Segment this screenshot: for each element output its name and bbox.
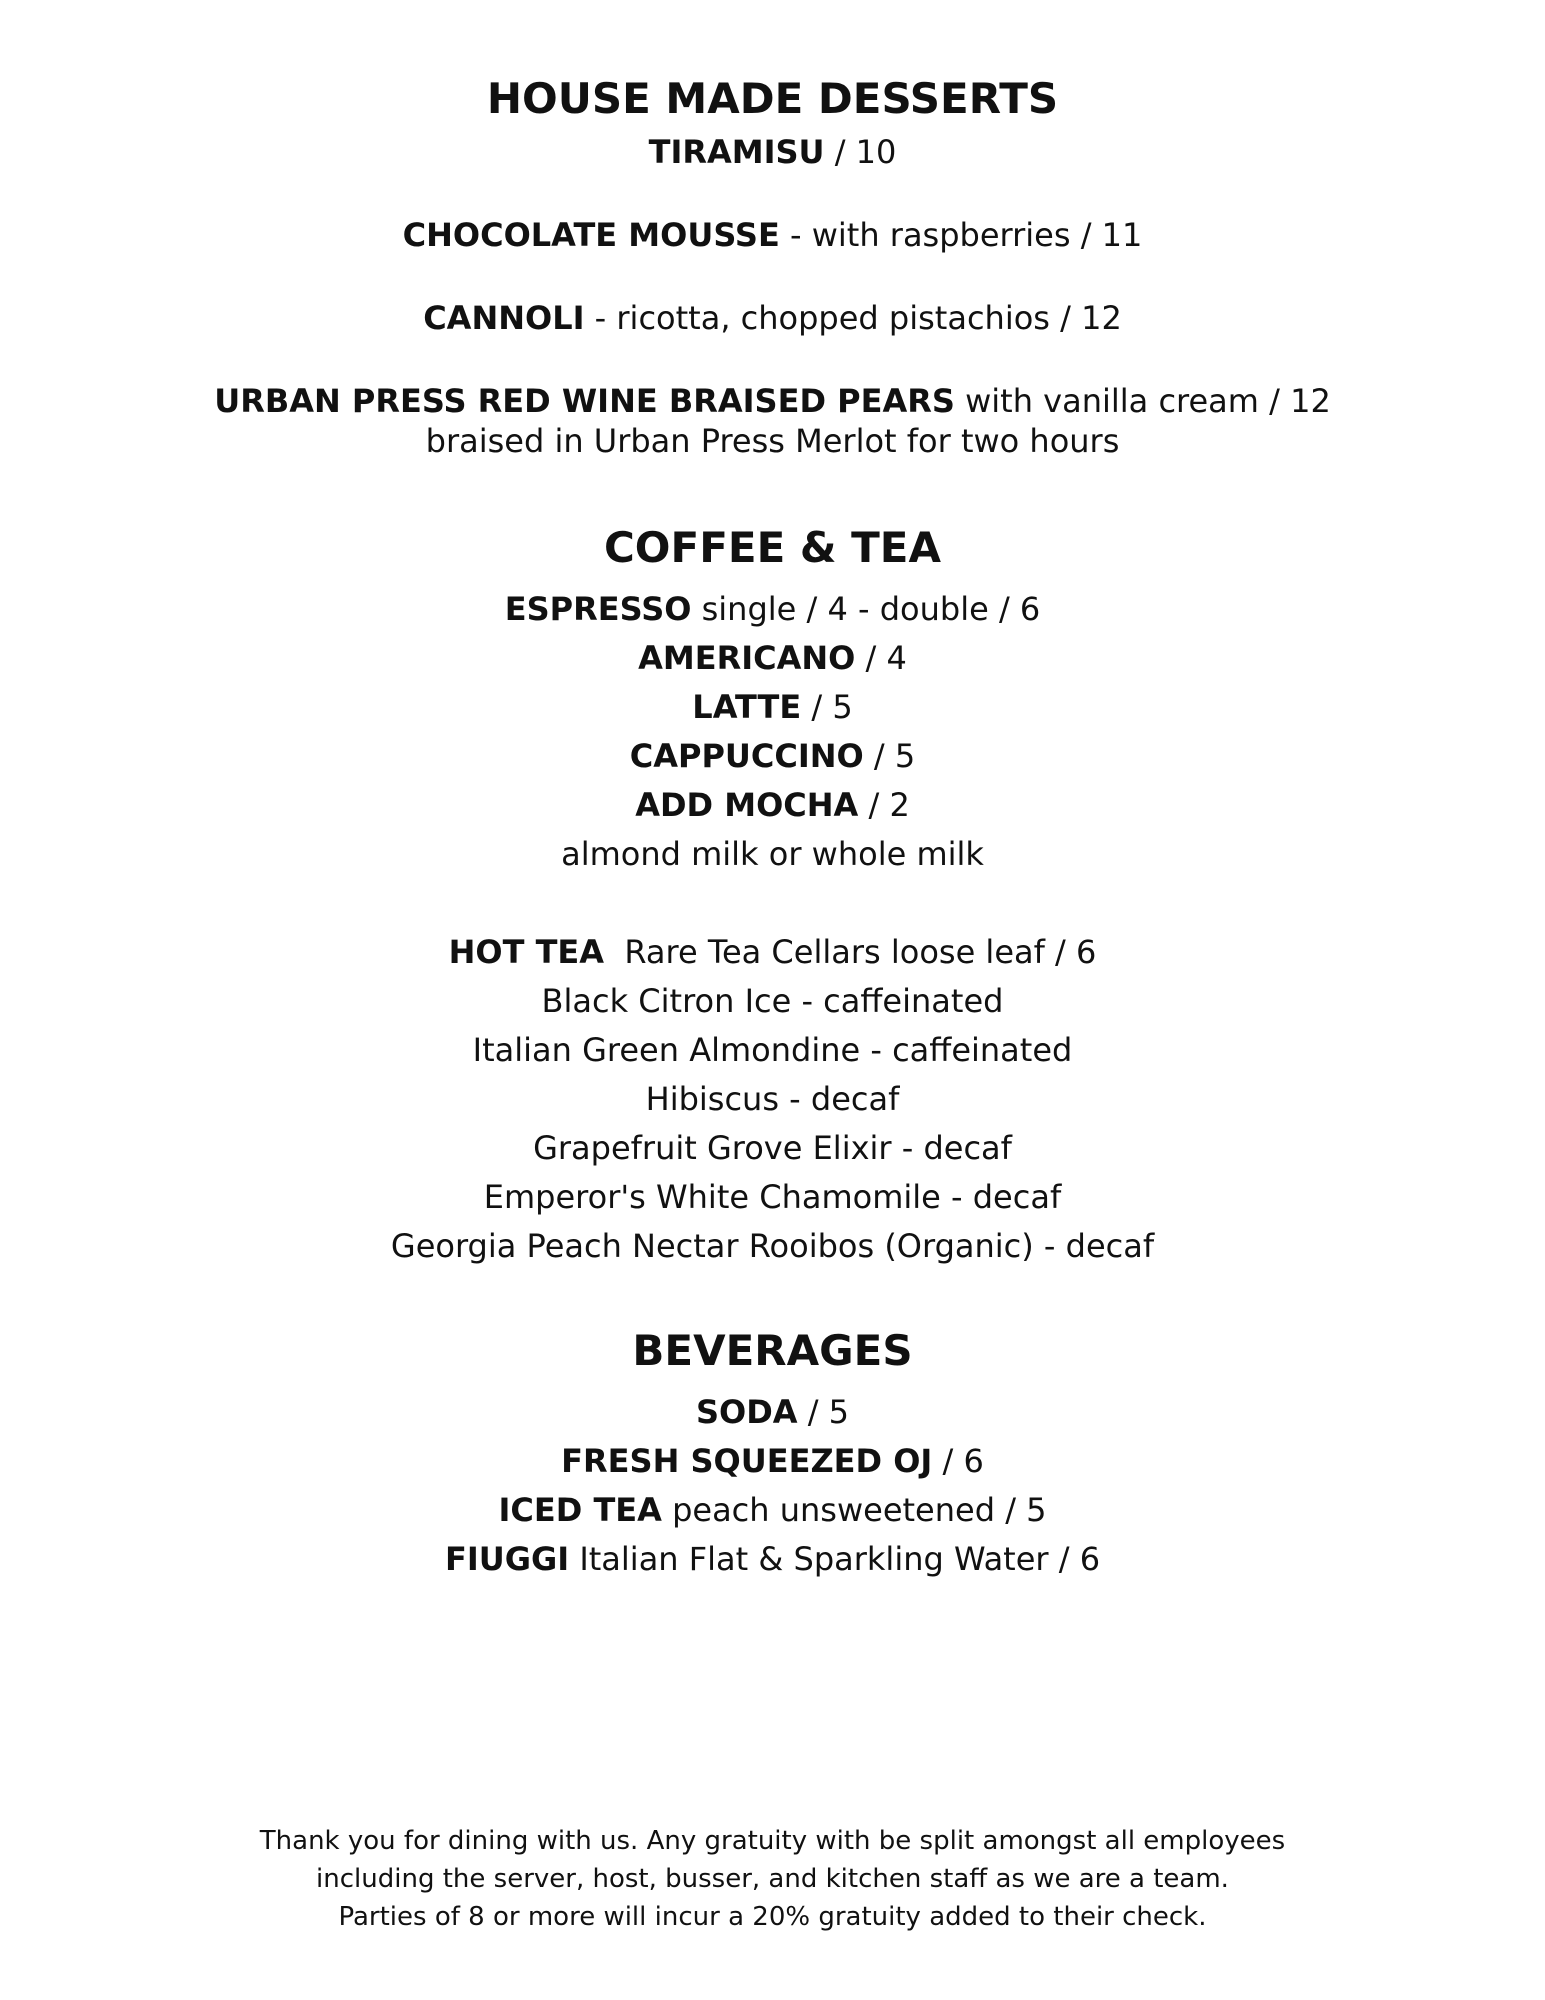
- coffee-name: CAPPUCCINO: [629, 737, 864, 775]
- coffee-detail: single / 4 - double / 6: [691, 590, 1041, 628]
- coffee-name: AMERICANO: [638, 639, 856, 677]
- coffee-item-espresso: [0, 590, 1545, 628]
- coffee-name: LATTE: [692, 688, 802, 726]
- dessert-detail: - with raspberries / 11: [779, 216, 1143, 254]
- dessert-detail: - ricotta, chopped pistachios / 12: [584, 299, 1122, 337]
- tea-variety: Grapefruit Grove Elixir - decaf: [533, 1129, 1012, 1167]
- hot-tea-item: [0, 933, 1545, 971]
- beverage-item-fiuggi: [0, 1540, 1545, 1578]
- tea-variety: Italian Green Almondine - caffeinated: [472, 1031, 1073, 1069]
- footer-line: Parties of 8 or more will incur a 20% gratuity added to their check.: [338, 1902, 1207, 1932]
- hot-tea-detail: Rare Tea Cellars loose leaf / 6: [604, 933, 1097, 971]
- dessert-name: CANNOLI: [423, 299, 585, 337]
- beverage-detail: peach unsweetened / 5: [661, 1491, 1047, 1529]
- coffee-item-americano: [0, 639, 1545, 677]
- dessert-detail: with vanilla cream / 12: [954, 382, 1331, 420]
- beverage-detail: / 6: [932, 1442, 984, 1480]
- beverage-item-soda: [0, 1393, 1545, 1431]
- dessert-item-tiramisu: [0, 133, 1545, 171]
- beverage-name: FRESH SQUEEZED OJ: [561, 1442, 933, 1480]
- footer-line: including the server, host, busser, and kitchen staff as we are a team.: [316, 1864, 1229, 1894]
- beverage-item-iced-tea: [0, 1491, 1545, 1529]
- coffee-heading: COFFEE & TEA: [603, 523, 941, 572]
- tea-variety: Emperor's White Chamomile - decaf: [483, 1178, 1062, 1216]
- dessert-name: URBAN PRESS RED WINE BRAISED PEARS: [214, 382, 955, 420]
- coffee-detail: / 2: [858, 786, 910, 824]
- desserts-heading: HOUSE MADE DESSERTS: [486, 74, 1059, 123]
- tea-variety: Georgia Peach Nectar Rooibos (Organic) - decaf: [390, 1227, 1155, 1265]
- dessert-note: braised in Urban Press Merlot for two hours: [425, 422, 1120, 460]
- beverage-item-oj: [0, 1442, 1545, 1480]
- hot-tea-name: HOT TEA: [448, 933, 605, 971]
- coffee-name: ADD MOCHA: [635, 786, 859, 824]
- tea-variety: Hibiscus - decaf: [645, 1080, 900, 1118]
- footer-line: Thank you for dining with us. Any gratuity with be split amongst all employees: [259, 1826, 1286, 1856]
- beverage-detail: Italian Flat & Sparkling Water / 6: [569, 1540, 1101, 1578]
- coffee-name: ESPRESSO: [504, 590, 692, 628]
- dessert-item-chocolate-mousse: [0, 216, 1545, 254]
- coffee-item-add-mocha: [0, 786, 1545, 824]
- coffee-detail: / 5: [863, 737, 916, 775]
- dessert-detail: / 10: [824, 133, 897, 171]
- beverage-name: FIUGGI: [444, 1540, 570, 1578]
- milk-note: almond milk or whole milk: [561, 835, 984, 873]
- dessert-item-braised-pears: [0, 382, 1545, 420]
- coffee-detail: / 4: [855, 639, 907, 677]
- coffee-item-cappuccino: [0, 737, 1545, 775]
- dessert-item-cannoli: [0, 299, 1545, 337]
- dessert-name: TIRAMISU: [648, 133, 825, 171]
- tea-variety: Black Citron Ice - caffeinated: [541, 982, 1004, 1020]
- dessert-name: CHOCOLATE MOUSSE: [402, 216, 780, 254]
- beverage-name: SODA: [695, 1393, 798, 1431]
- coffee-item-latte: [0, 688, 1545, 726]
- beverage-name: ICED TEA: [498, 1491, 662, 1529]
- beverage-detail: / 5: [797, 1393, 850, 1431]
- coffee-detail: / 5: [801, 688, 853, 726]
- beverages-heading: BEVERAGES: [632, 1326, 913, 1375]
